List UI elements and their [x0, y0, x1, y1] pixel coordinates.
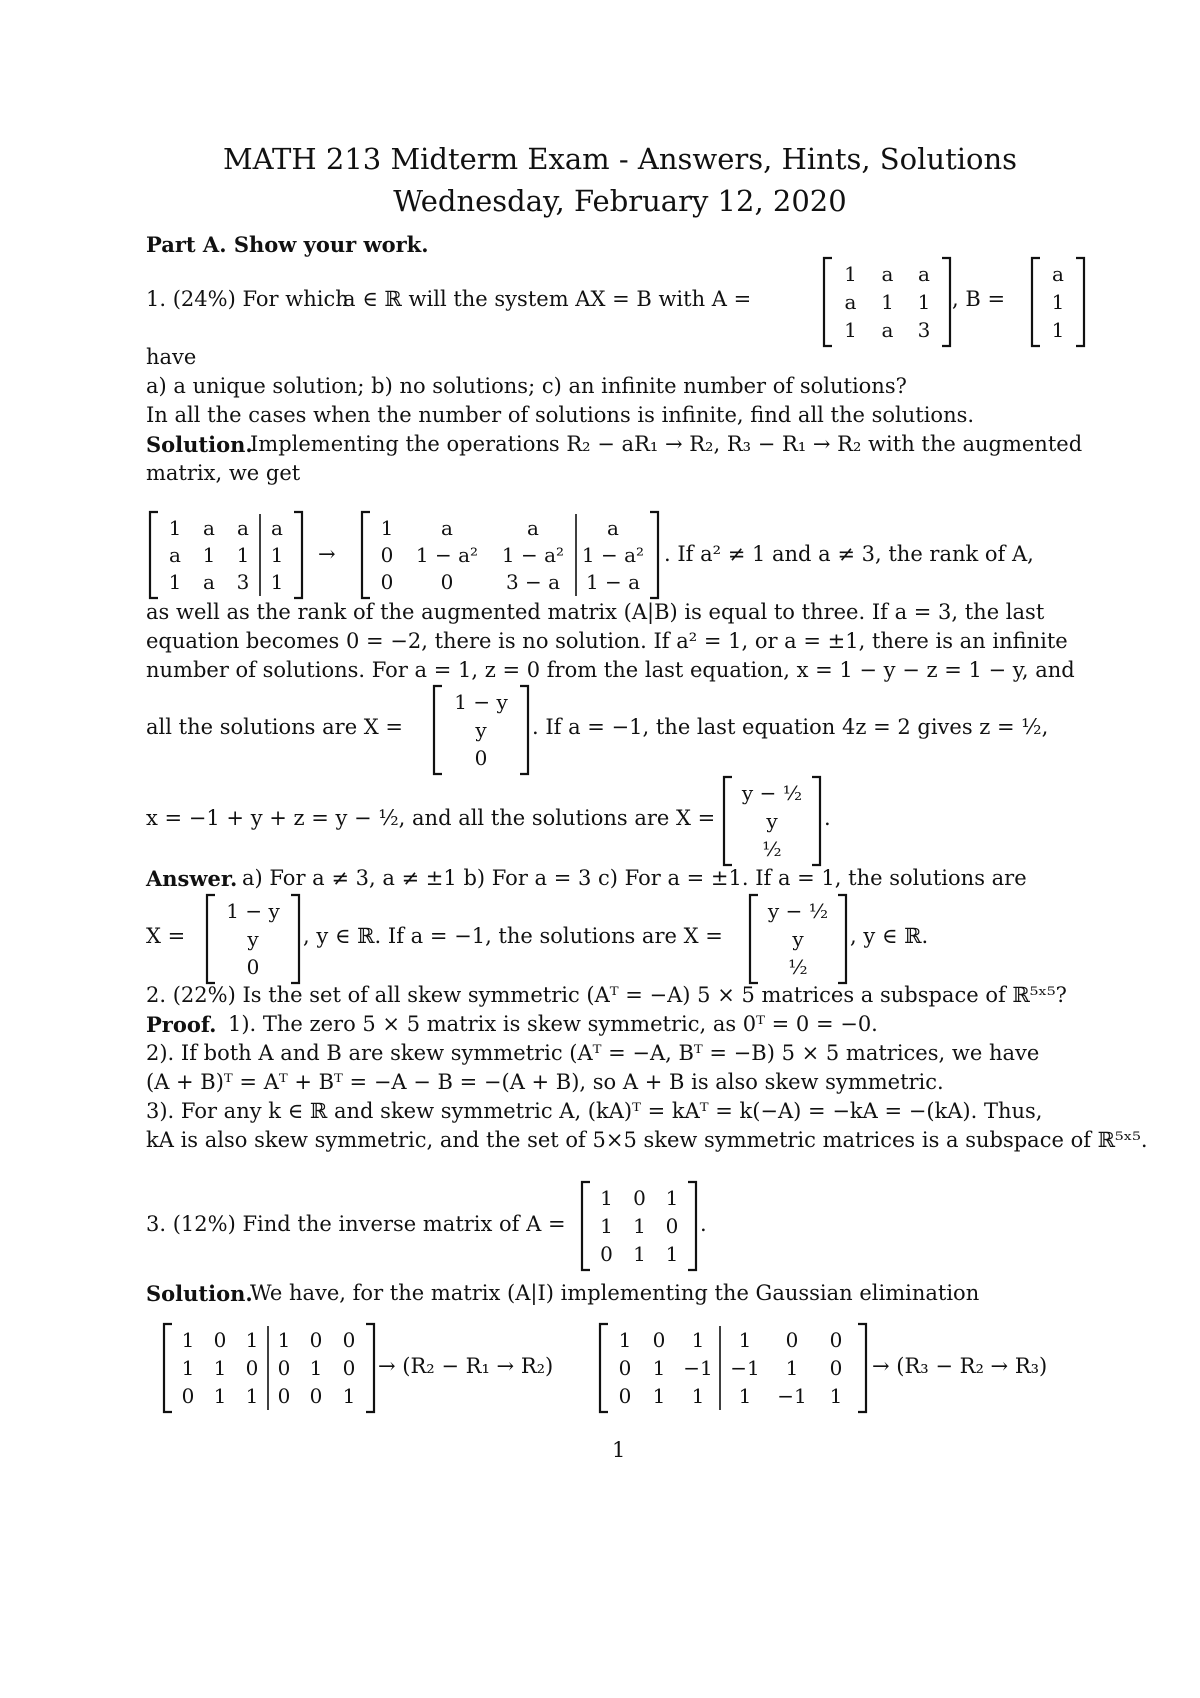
matrix-cell: 1	[181, 1328, 195, 1352]
q3-period: .	[700, 1212, 707, 1236]
matrix-cell: ½	[788, 955, 808, 979]
matrix-cell: 0	[440, 570, 454, 595]
matrix-cell: 0	[342, 1356, 356, 1380]
matrix-cell: y	[475, 718, 487, 742]
q1-solution-label: Solution.	[146, 432, 253, 457]
matrix-cell: 0	[246, 955, 260, 979]
matrix-cell: 1	[245, 1384, 259, 1408]
q1-augmented-matrix-2	[360, 510, 660, 600]
matrix-cell: y	[247, 927, 259, 951]
q3-step-1: → (R₂ − R₁ → R₂)	[378, 1354, 554, 1378]
matrix-cell: 0	[213, 1328, 227, 1352]
matrix-cell: 0	[380, 543, 394, 567]
q3-augmented-matrix-2	[598, 1322, 868, 1414]
matrix-cell: 1	[202, 543, 216, 567]
matrix-cell: a	[881, 318, 894, 342]
matrix-cell: a	[1052, 262, 1064, 286]
q1-answer-vector-1	[205, 893, 301, 985]
matrix-cell: 1 − a²	[415, 543, 479, 567]
matrix-cell: 0	[618, 1384, 632, 1408]
q1-solution-vector-1	[432, 684, 530, 776]
matrix-cell: 1	[600, 1214, 613, 1238]
q1-have: have	[146, 345, 197, 369]
q1-options: a) a unique solution; b) no solutions; c) an infinite number of solutions?	[146, 374, 907, 398]
q1-solution-text-2: matrix, we get	[146, 461, 301, 485]
matrix-cell: 0	[665, 1214, 679, 1238]
q1-answer-mid: , y ∈ ℝ. If a = −1, the solutions are X =	[303, 924, 723, 948]
matrix-cell: 1	[738, 1384, 752, 1408]
matrix-cell: a	[441, 515, 453, 540]
q1-solution-text: Implementing the operations R₂ − aR₁ → R₂, R₃ − R₁ → R₂ with the augmented	[250, 432, 1083, 456]
matrix-cell: 1	[633, 1214, 646, 1238]
matrix-cell: 1	[270, 543, 284, 567]
q1-period: .	[824, 806, 831, 830]
q1-b-label: , B =	[952, 287, 1006, 311]
matrix-cell: 0	[277, 1356, 291, 1380]
matrix-cell: 1	[691, 1328, 705, 1352]
matrix-cell: a	[844, 290, 857, 314]
matrix-cell: 0	[633, 1186, 646, 1210]
q2-proof-label: Proof.	[146, 1012, 217, 1037]
q1-augmented-matrix-1	[148, 510, 304, 600]
title-line-2: Wednesday, February 12, 2020	[393, 184, 847, 218]
matrix-cell: 0	[829, 1328, 843, 1352]
matrix-cell: 0	[342, 1328, 356, 1352]
q1-line-4b: . If a = −1, the last equation 4z = 2 gives z = ½,	[532, 715, 1049, 739]
matrix-cell: a	[203, 570, 215, 595]
matrix-cell: y − ½	[767, 899, 829, 923]
matrix-cell: 1	[829, 1384, 843, 1408]
part-a-heading: Part A. Show your work.	[146, 232, 429, 257]
matrix-cell: 1	[600, 1186, 613, 1210]
matrix-cell: 1	[380, 515, 394, 540]
matrix-cell: 0	[652, 1328, 666, 1352]
matrix-cell: 1	[1051, 318, 1065, 342]
matrix-cell: a	[169, 543, 181, 567]
matrix-cell: a	[271, 515, 283, 540]
q2-question: 2. (22%) Is the set of all skew symmetric (Aᵀ = −A) 5 × 5 matrices a subspace of ℝ⁵ˣ⁵?	[146, 983, 1067, 1007]
matrix-cell: 1	[738, 1328, 752, 1352]
matrix-cell: 1	[881, 290, 894, 314]
q1-mid: a ∈ ℝ will the system AX = B with A =	[343, 287, 752, 311]
q3-matrix-a	[580, 1180, 698, 1272]
matrix-cell: y	[792, 927, 804, 951]
q1-answer-end: , y ∈ ℝ.	[850, 924, 929, 948]
matrix-cell: 1	[652, 1384, 666, 1408]
matrix-cell: 1	[665, 1242, 679, 1266]
matrix-cell: −1	[730, 1356, 760, 1380]
matrix-cell: 0	[785, 1328, 799, 1352]
matrix-cell: 1	[844, 318, 857, 342]
q1-infinite: In all the cases when the number of solutions is infinite, find all the solutions.	[146, 403, 975, 427]
q1-line-1: as well as the rank of the augmented matrix (A|B) is equal to three. If a = 3, the last	[146, 600, 1045, 624]
matrix-cell: 0	[600, 1242, 613, 1266]
matrix-cell: 3 − a	[505, 570, 561, 595]
q1-line-4a: all the solutions are X =	[146, 715, 404, 739]
matrix-cell: 1 − a	[585, 570, 641, 595]
q1-answer-label: Answer.	[146, 866, 238, 891]
title-line-1: MATH 213 Midterm Exam - Answers, Hints, Solutions	[222, 142, 1018, 176]
matrix-cell: a	[237, 515, 249, 540]
matrix-cell: 0	[309, 1384, 323, 1408]
matrix-cell: 1	[213, 1356, 227, 1380]
matrix-cell: 0	[309, 1328, 323, 1352]
q3-solution-label: Solution.	[146, 1281, 253, 1306]
matrix-cell: 0	[474, 746, 488, 770]
q3-step-2: → (R₃ − R₂ → R₃)	[872, 1354, 1048, 1378]
matrix-cell: ½	[762, 837, 782, 861]
matrix-cell: 1	[665, 1186, 679, 1210]
matrix-cell: 1	[1051, 290, 1065, 314]
page-number: 1	[612, 1438, 626, 1462]
matrix-cell: 1	[277, 1328, 291, 1352]
q2-proof-4: 3). For any k ∈ ℝ and skew symmetric A, (kA)ᵀ = kAᵀ = k(−A) = −kA = −(kA). Thus,	[146, 1099, 1043, 1123]
matrix-cell: 1	[181, 1356, 195, 1380]
matrix-cell: a	[203, 515, 215, 540]
matrix-cell: 3	[236, 570, 250, 595]
matrix-cell: 1	[917, 290, 931, 314]
matrix-cell: 1	[652, 1356, 666, 1380]
matrix-cell: −1	[683, 1356, 713, 1380]
matrix-cell: y − ½	[741, 781, 803, 805]
matrix-cell: 0	[380, 570, 394, 595]
q2-proof-2: 2). If both A and B are skew symmetric (Aᵀ = −A, Bᵀ = −B) 5 × 5 matrices, we have	[146, 1041, 1040, 1065]
q1-line-2: equation becomes 0 = −2, there is no solution. If a² = 1, or a = ±1, there is an infinite	[146, 629, 1068, 653]
q1-arrow: →	[318, 542, 336, 566]
matrix-cell: 1 − y	[454, 690, 508, 714]
q1-matrix-b	[1030, 256, 1086, 348]
q2-proof-1: 1). The zero 5 × 5 matrix is skew symmetric, as 0ᵀ = 0 = −0.	[228, 1012, 878, 1036]
matrix-cell: 1	[270, 570, 284, 595]
matrix-cell: 1	[618, 1328, 632, 1352]
q3-question: 3. (12%) Find the inverse matrix of A =	[146, 1212, 566, 1236]
matrix-cell: y	[766, 809, 778, 833]
q1-line-5: x = −1 + y + z = y − ½, and all the solutions are X =	[146, 806, 716, 830]
q1-solution-vector-2	[722, 775, 822, 867]
matrix-cell: a	[881, 262, 894, 286]
q1-answer-x: X =	[146, 924, 186, 948]
matrix-cell: 0	[618, 1356, 632, 1380]
q2-proof-5: kA is also skew symmetric, and the set of 5×5 skew symmetric matrices is a subspace of ℝ⁵ˣ⁵.	[146, 1128, 1148, 1152]
q1-answer-text: a) For a ≠ 3, a ≠ ±1 b) For a = 3 c) For a = ±1. If a = 1, the solutions are	[242, 866, 1027, 890]
matrix-cell: 1	[691, 1384, 705, 1408]
q2-proof-3: (A + B)ᵀ = Aᵀ + Bᵀ = −A − B = −(A + B), so A + B is also skew symmetric.	[146, 1070, 944, 1094]
matrix-cell: −1	[777, 1384, 807, 1408]
matrix-cell: 1	[633, 1242, 646, 1266]
matrix-cell: 1 − a²	[581, 543, 645, 567]
matrix-cell: a	[607, 515, 619, 540]
q1-line-3: number of solutions. For a = 1, z = 0 from the last equation, x = 1 − y − z = 1 − y, and	[146, 658, 1075, 682]
q3-solution-text: We have, for the matrix (A|I) implementing the Gaussian elimination	[250, 1281, 980, 1305]
matrix-cell: 1 − y	[226, 899, 280, 923]
matrix-cell: 1	[309, 1356, 323, 1380]
matrix-cell: a	[527, 515, 539, 540]
matrix-cell: 1	[168, 570, 182, 595]
matrix-cell: a	[918, 262, 930, 286]
matrix-cell: 1	[168, 515, 182, 540]
matrix-cell: 1	[245, 1328, 259, 1352]
matrix-cell: 1	[785, 1356, 799, 1380]
matrix-cell: 3	[917, 318, 931, 342]
q1-matrix-a	[822, 256, 952, 348]
q1-rank-text: . If a² ≠ 1 and a ≠ 3, the rank of A,	[664, 542, 1034, 566]
q1-answer-vector-2	[748, 893, 848, 985]
q3-augmented-matrix-1	[162, 1322, 376, 1414]
matrix-cell: 0	[829, 1356, 843, 1380]
matrix-cell: 1	[213, 1384, 227, 1408]
matrix-cell: 1	[844, 262, 857, 286]
matrix-cell: 0	[245, 1356, 259, 1380]
matrix-cell: 0	[277, 1384, 291, 1408]
q1-prefix: 1. (24%) For which	[146, 287, 349, 311]
matrix-cell: 0	[181, 1384, 195, 1408]
matrix-cell: 1	[236, 543, 250, 567]
matrix-cell: 1 − a²	[501, 543, 565, 567]
matrix-cell: 1	[342, 1384, 356, 1408]
